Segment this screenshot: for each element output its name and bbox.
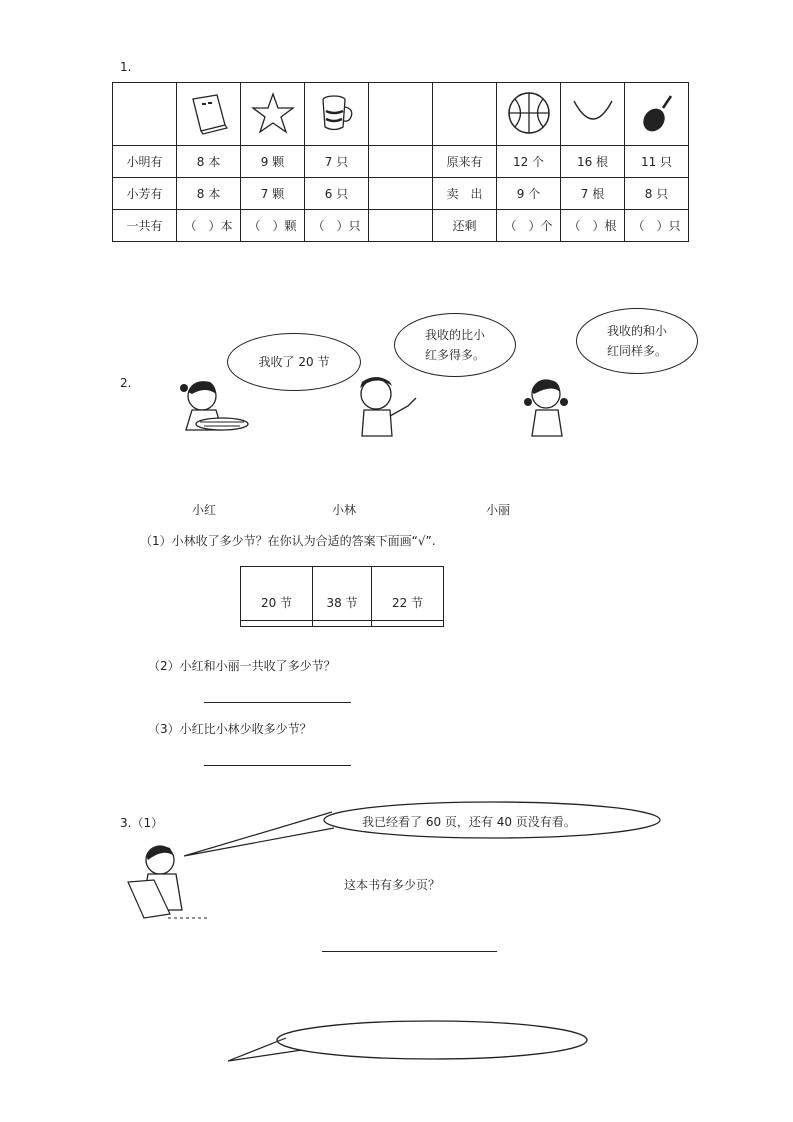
answer-options-table: [240, 566, 444, 627]
book-icon: [187, 91, 231, 135]
girl-xiaoli-illustration: [518, 372, 580, 440]
answer-line-sub3[interactable]: [204, 765, 351, 766]
checkmark-cell[interactable]: [241, 621, 313, 627]
checkmark-cell[interactable]: [313, 621, 372, 627]
empty-speech-bubble: [220, 1018, 592, 1068]
speech-bubble-xiaoli: 我收的和小 红同样多。: [576, 308, 698, 374]
name-xiaoli: 小丽: [486, 503, 511, 517]
speech-bubble-xiaohong: 我收了 20 节: [227, 333, 361, 391]
question-2-sub3: （3）小红比小林少收多少节？: [148, 722, 312, 736]
table-row: 一共有 （ ）本 （ ）颗 （ ）只 还剩 （ ）个 （ ）根 （ ）只: [113, 210, 689, 242]
checkmark-cell[interactable]: [372, 621, 444, 627]
speech-bubble-xiaolin: 我收的比小 红多得多。: [394, 313, 516, 377]
table-row: 小芳有 8 本 7 颗 6 只 卖 出 9 个 7 根 8 只: [113, 178, 689, 210]
question-3-text: 这本书有多少页？: [344, 878, 441, 892]
name-xiaohong: 小红: [192, 503, 217, 517]
question-2-sub1: （1）小林收了多少节？在你认为合适的答案下面画“√”.: [140, 534, 436, 548]
answer-line-q3[interactable]: [322, 951, 497, 952]
basketball-icon: [506, 90, 552, 136]
icon-row: [113, 83, 689, 146]
table-row: 小明有 8 本 9 颗 7 只 原来有 12 个 16 根 11 只: [113, 146, 689, 178]
question-2-sub2: （2）小红和小丽一共收了多少节？: [148, 659, 336, 673]
question-2-number: 2.: [120, 376, 132, 390]
question-3-number: 3.（1）: [120, 816, 164, 830]
answer-line-sub2[interactable]: [204, 702, 351, 703]
girl-xiaohong-illustration: [170, 372, 254, 440]
option-38[interactable]: 38 节: [313, 567, 372, 621]
boy-reading-illustration: [124, 838, 210, 924]
cup-icon: [317, 91, 357, 135]
question-1-number: 1.: [120, 60, 132, 74]
option-22[interactable]: 22 节: [372, 567, 444, 621]
curved-stick-icon: [570, 93, 616, 133]
name-xiaolin: 小林: [332, 503, 357, 517]
ping-pong-paddle-icon: [637, 90, 677, 136]
speech-bubble-reader: 我已经看了 60 页，还有 40 页没有看。: [362, 815, 576, 829]
option-20[interactable]: 20 节: [241, 567, 313, 621]
boy-xiaolin-illustration: [352, 372, 428, 442]
question-1-table: [112, 82, 689, 242]
star-icon: [250, 91, 296, 135]
